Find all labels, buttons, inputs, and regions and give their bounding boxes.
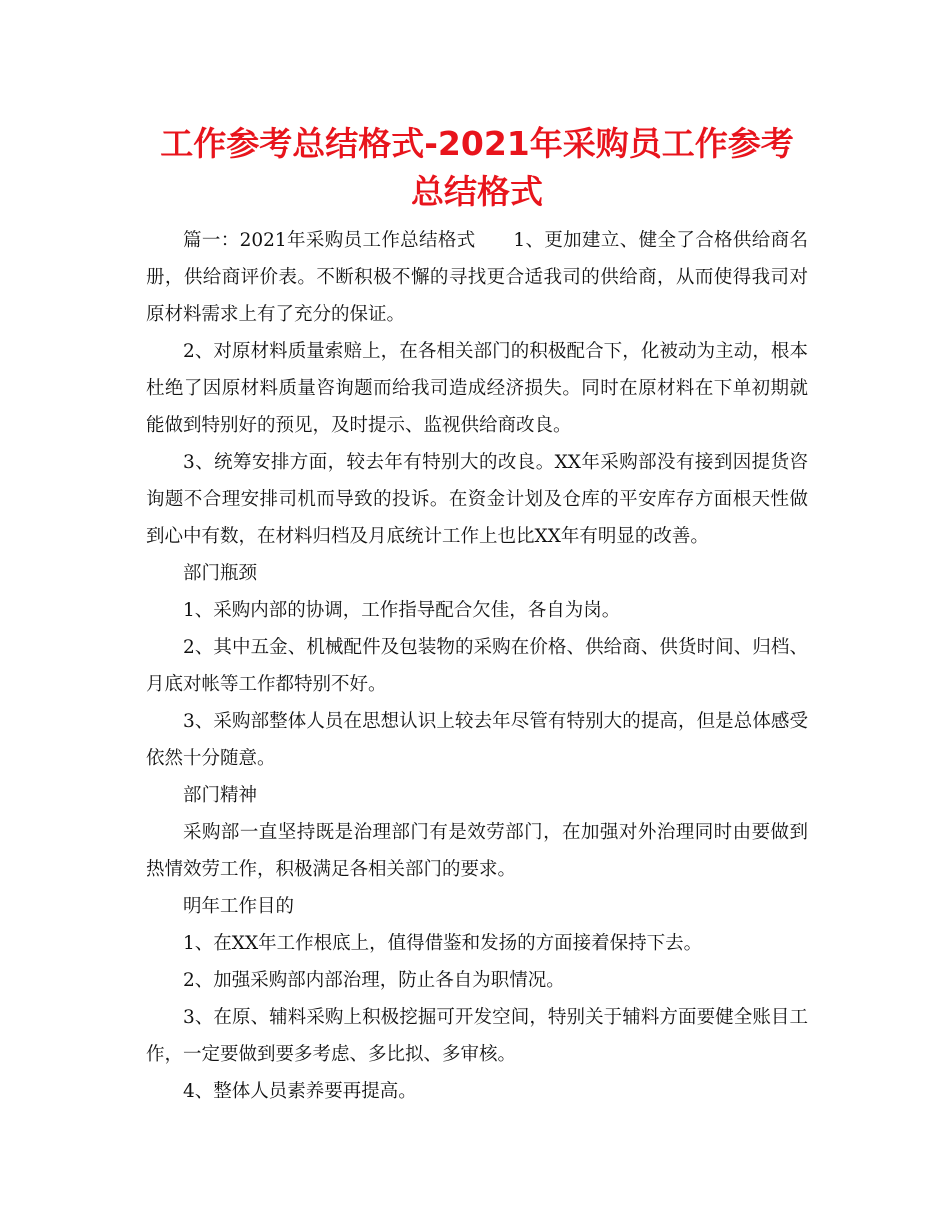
paragraph-3: 3、统筹安排方面，较去年有特别大的改良。XX年采购部没有接到因提货咨询题不合理安排司机而导致的投诉。在资金计划及仓库的平安库存方面根天性做到心中有数，在材料归档及月底统计工作上也比XX年有明显的改善。	[146, 452, 808, 547]
paragraph-6: 2、其中五金、机械配件及包装物的采购在价格、供给商、供货时间、归档、月底对帐等工作都特别不好。	[146, 637, 808, 695]
paragraph-11: 1、在XX年工作根底上，值得借鉴和发扬的方面接着保持下去。	[183, 933, 703, 954]
paragraph-2: 2、对原材料质量索赔上，在各相关部门的积极配合下，化被动为主动，根本杜绝了因原材料质量咨询题而给我司造成经济损失。同时在原材料在下单初期就能做到特别好的预见，及时提示、监视供给商改良。	[146, 341, 808, 436]
paragraph-1: 篇一：2021年采购员工作总结格式 1、更加建立、健全了合格供给商名册，供给商评价表。不断积极不懈的寻找更合适我司的供给商，从而使得我司对原材料需求上有了充分的保证。	[146, 230, 808, 325]
section-heading-spirit: 部门精神	[183, 785, 258, 806]
section-heading-bottleneck: 部门瓶颈	[183, 563, 258, 584]
document-title: 工作参考总结格式-2021年采购员工作参考总结格式	[160, 124, 794, 211]
paragraph-5: 1、采购内部的协调，工作指导配合欠佳，各自为岗。	[183, 600, 621, 621]
paragraph-7: 3、采购部整体人员在思想认识上较去年尽管有特别大的提高，但是总体感受依然十分随意。	[146, 711, 808, 769]
section-heading-goals: 明年工作目的	[183, 896, 295, 917]
paragraph-14: 4、整体人员素养要再提高。	[183, 1081, 417, 1102]
paragraph-12: 2、加强采购部内部治理，防止各自为职情况。	[183, 970, 565, 991]
paragraph-13: 3、在原、辅料采购上积极挖掘可开发空间，特别关于辅料方面要健全账目工作，一定要做到要多考虑、多比拟、多审核。	[146, 1007, 808, 1065]
paragraph-9: 采购部一直坚持既是治理部门有是效劳部门，在加强对外治理同时由要做到热情效劳工作，积极满足各相关部门的要求。	[146, 822, 808, 880]
document-body	[146, 222, 808, 1110]
